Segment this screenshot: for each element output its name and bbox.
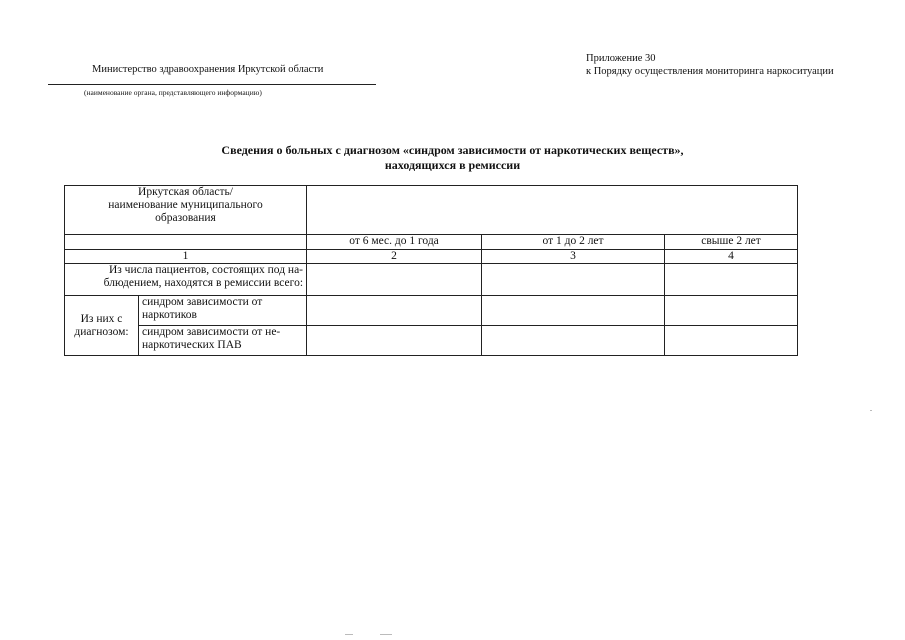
report-title-line1: Сведения о больных с диагнозом «синдром зависимости от наркотических веществ», [221,143,684,157]
column-numbers-row [65,250,798,264]
table-row-non-narcotic [65,326,798,356]
value-cell [665,296,798,326]
appendix-number: Приложение 30 [586,53,656,64]
corner-header-line: Иркутская область/ [138,186,233,198]
remission-table [64,185,798,356]
scan-speck [345,634,353,635]
row-sub-line: наркотиков [142,309,197,321]
column-label-over-2yr: свыше 2 лет [665,235,798,250]
column-labels-row [65,235,798,250]
value-cell [307,326,482,356]
table-row-total [65,264,798,296]
table-header-row [65,186,798,235]
value-cell [665,326,798,356]
table-row-narcotics [65,296,798,326]
row-sub-line: синдром зависимости от [142,296,263,308]
value-cell [307,264,482,296]
column-number: 3 [482,250,665,264]
column-number: 4 [665,250,798,264]
row-sub-label-narcotics [139,296,307,326]
corner-header-cell [65,186,307,235]
value-cell [482,264,665,296]
organization-underline [48,84,376,85]
corner-header-line: образования [155,212,216,224]
organization-name: Министерство здравоохранения Иркутской области [92,64,324,75]
appendix-reference: к Порядку осуществления мониторинга наркоситуации [586,66,834,77]
row-group-label [65,296,139,356]
column-label-1-2yr: от 1 до 2 лет [482,235,665,250]
scan-speck [380,634,392,635]
value-cell [665,264,798,296]
value-cell [482,326,665,356]
organization-caption: (наименование органа, представляющего информацию) [84,88,262,97]
row-total-line: Из числа пациентов, состоящих под на- [108,264,304,276]
column-number: 2 [307,250,482,264]
report-title-line2: находящихся в ремиссии [384,158,521,172]
row-group-line: Из них с [80,312,123,325]
corner-header-line: наименование муниципального [108,199,263,211]
header-empty-cell [307,186,798,235]
column-number: 1 [65,250,307,264]
value-cell [482,296,665,326]
row-sub-line: синдром зависимости от не- [142,326,281,338]
row-sub-label-non-narcotic [139,326,307,356]
column-label-6mo-1yr: от 6 мес. до 1 года [307,235,482,250]
column-label-empty [65,235,307,250]
row-total-label [65,264,307,296]
row-group-line: диагнозом: [74,325,129,338]
row-total-line: блюдением, находятся в ремиссии всего: [103,277,304,289]
scan-speck [870,410,872,411]
value-cell [307,296,482,326]
row-sub-line: наркотических ПАВ [142,339,242,351]
